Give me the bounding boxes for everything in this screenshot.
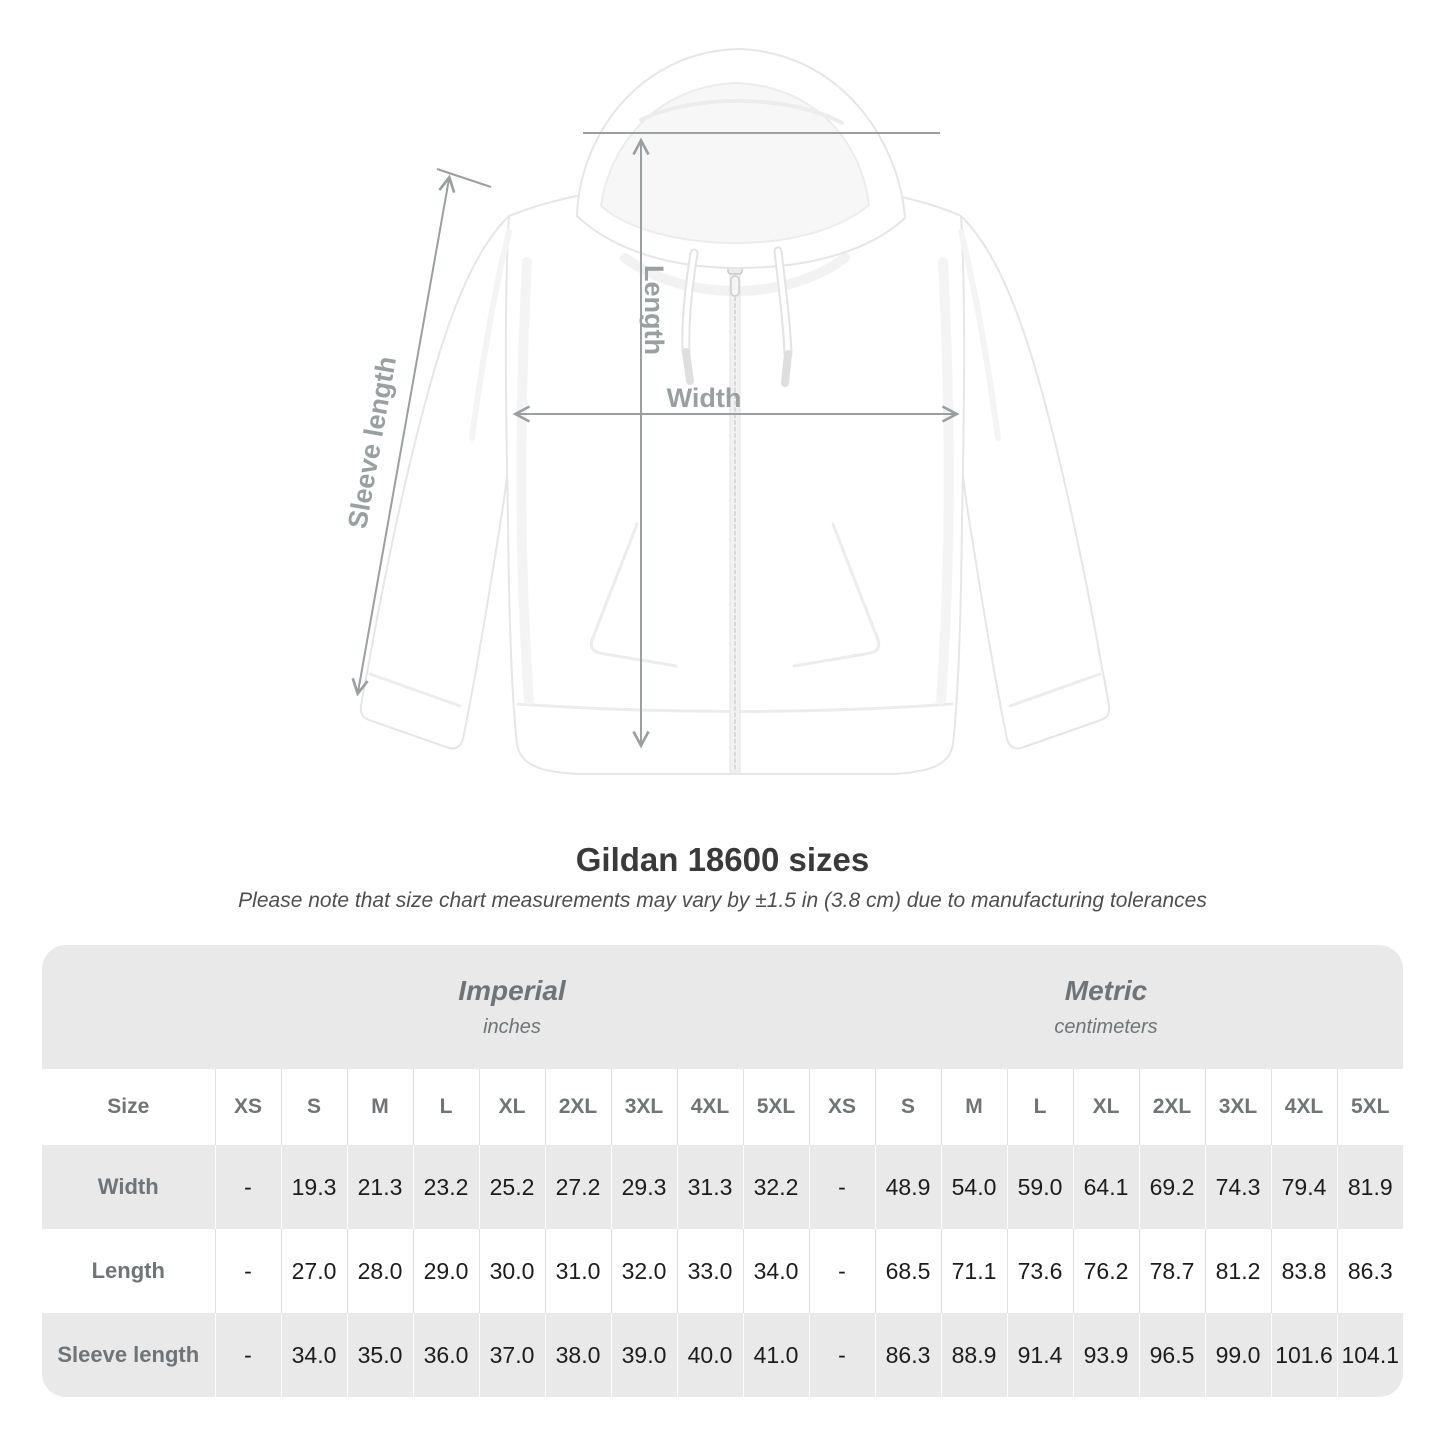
metric-value-cell: 73.6 [1007, 1229, 1073, 1313]
right-drawstring-aglet [785, 354, 788, 383]
size-col-header-imperial-xs: XS [215, 1069, 281, 1145]
metric-value-cell: 81.2 [1205, 1229, 1271, 1313]
metric-value-cell: 78.7 [1139, 1229, 1205, 1313]
imperial-value-cell: 32.0 [611, 1229, 677, 1313]
size-col-header-metric-xs: XS [809, 1069, 875, 1145]
size-col-header-metric-3xl: 3XL [1205, 1069, 1271, 1145]
metric-value-cell: 101.6 [1271, 1313, 1337, 1397]
metric-value-cell: 104.1 [1337, 1313, 1403, 1397]
imperial-value-cell: 31.0 [545, 1229, 611, 1313]
metric-value-cell: 71.1 [941, 1229, 1007, 1313]
metric-label: Metric [1064, 975, 1148, 1006]
imperial-value-cell: 38.0 [545, 1313, 611, 1397]
size-col-header-metric-m: M [941, 1069, 1007, 1145]
measurement-row-label: Width [42, 1145, 215, 1229]
imperial-label: Imperial [458, 975, 566, 1006]
size-col-header-imperial-xl: XL [479, 1069, 545, 1145]
size-col-header-metric-xl: XL [1073, 1069, 1139, 1145]
imperial-value-cell: 35.0 [347, 1313, 413, 1397]
measurement-row-label: Sleeve length [42, 1313, 215, 1397]
size-col-header-imperial-l: L [413, 1069, 479, 1145]
imperial-value-cell: 34.0 [743, 1229, 809, 1313]
size-col-header-imperial-2xl: 2XL [545, 1069, 611, 1145]
metric-value-cell: - [809, 1313, 875, 1397]
zipper-pull [731, 276, 739, 296]
metric-value-cell: 96.5 [1139, 1313, 1205, 1397]
metric-value-cell: 93.9 [1073, 1313, 1139, 1397]
imperial-value-cell: 30.0 [479, 1229, 545, 1313]
metric-value-cell: 86.3 [875, 1313, 941, 1397]
measurement-row-width [42, 1145, 1403, 1229]
imperial-value-cell: - [215, 1229, 281, 1313]
imperial-value-cell: 34.0 [281, 1313, 347, 1397]
imperial-value-cell: 28.0 [347, 1229, 413, 1313]
imperial-band-cell [215, 945, 809, 1069]
size-col-header-imperial-5xl: 5XL [743, 1069, 809, 1145]
size-header-row [42, 1069, 1403, 1145]
measurement-row-sleeve-length [42, 1313, 1403, 1397]
size-col-header-metric-4xl: 4XL [1271, 1069, 1337, 1145]
metric-value-cell: 64.1 [1073, 1145, 1139, 1229]
shoulder-tick-line [437, 169, 491, 187]
metric-value-cell: 69.2 [1139, 1145, 1205, 1229]
imperial-value-cell: 29.0 [413, 1229, 479, 1313]
metric-value-cell: 79.4 [1271, 1145, 1337, 1229]
imperial-value-cell: 33.0 [677, 1229, 743, 1313]
length-measure-label: Length [639, 265, 669, 355]
size-col-header-imperial-m: M [347, 1069, 413, 1145]
imperial-unit-label: inches [483, 1016, 541, 1038]
metric-unit-label: centimeters [1054, 1016, 1158, 1038]
sleeve-length-measure-label: Sleeve length [342, 354, 403, 531]
metric-value-cell: 81.9 [1337, 1145, 1403, 1229]
imperial-value-cell: 31.3 [677, 1145, 743, 1229]
size-col-header-imperial-s: S [281, 1069, 347, 1145]
imperial-value-cell: 36.0 [413, 1313, 479, 1397]
size-column-title: Size [42, 1069, 215, 1145]
size-col-header-metric-l: L [1007, 1069, 1073, 1145]
metric-value-cell: 91.4 [1007, 1313, 1073, 1397]
imperial-value-cell: 25.2 [479, 1145, 545, 1229]
tolerance-note: Please note that size chart measurements may vary by ±1.5 in (3.8 cm) due to manufacturing tolerances [238, 889, 1207, 912]
left-drawstring-aglet [686, 352, 690, 381]
size-chart-table [42, 945, 1403, 1397]
imperial-value-cell: - [215, 1313, 281, 1397]
size-col-header-metric-2xl: 2XL [1139, 1069, 1205, 1145]
metric-value-cell: 54.0 [941, 1145, 1007, 1229]
metric-value-cell: - [809, 1229, 875, 1313]
unit-band-row [42, 945, 1403, 1069]
measurement-row-label: Length [42, 1229, 215, 1313]
size-col-header-imperial-3xl: 3XL [611, 1069, 677, 1145]
imperial-value-cell: 27.0 [281, 1229, 347, 1313]
size-col-header-metric-5xl: 5XL [1337, 1069, 1403, 1145]
imperial-value-cell: 21.3 [347, 1145, 413, 1229]
metric-value-cell: 76.2 [1073, 1229, 1139, 1313]
metric-value-cell: 88.9 [941, 1313, 1007, 1397]
metric-band-cell [809, 945, 1403, 1069]
size-col-header-imperial-4xl: 4XL [677, 1069, 743, 1145]
metric-value-cell: 83.8 [1271, 1229, 1337, 1313]
metric-value-cell: - [809, 1145, 875, 1229]
metric-value-cell: 68.5 [875, 1229, 941, 1313]
width-measure-label: Width [666, 383, 742, 413]
size-chart-container [42, 945, 1403, 1397]
metric-value-cell: 74.3 [1205, 1145, 1271, 1229]
metric-value-cell: 48.9 [875, 1145, 941, 1229]
metric-value-cell: 86.3 [1337, 1229, 1403, 1313]
imperial-value-cell: 41.0 [743, 1313, 809, 1397]
imperial-value-cell: 40.0 [677, 1313, 743, 1397]
metric-value-cell: 59.0 [1007, 1145, 1073, 1229]
imperial-value-cell: 19.3 [281, 1145, 347, 1229]
imperial-value-cell: 29.3 [611, 1145, 677, 1229]
measurement-row-length [42, 1229, 1403, 1313]
unit-band-corner-cell [42, 945, 215, 1069]
imperial-value-cell: 23.2 [413, 1145, 479, 1229]
metric-value-cell: 99.0 [1205, 1313, 1271, 1397]
imperial-value-cell: 32.2 [743, 1145, 809, 1229]
imperial-value-cell: 39.0 [611, 1313, 677, 1397]
page-title: Gildan 18600 sizes [575, 841, 870, 878]
imperial-value-cell: 27.2 [545, 1145, 611, 1229]
imperial-value-cell: 37.0 [479, 1313, 545, 1397]
size-col-header-metric-s: S [875, 1069, 941, 1145]
imperial-value-cell: - [215, 1145, 281, 1229]
